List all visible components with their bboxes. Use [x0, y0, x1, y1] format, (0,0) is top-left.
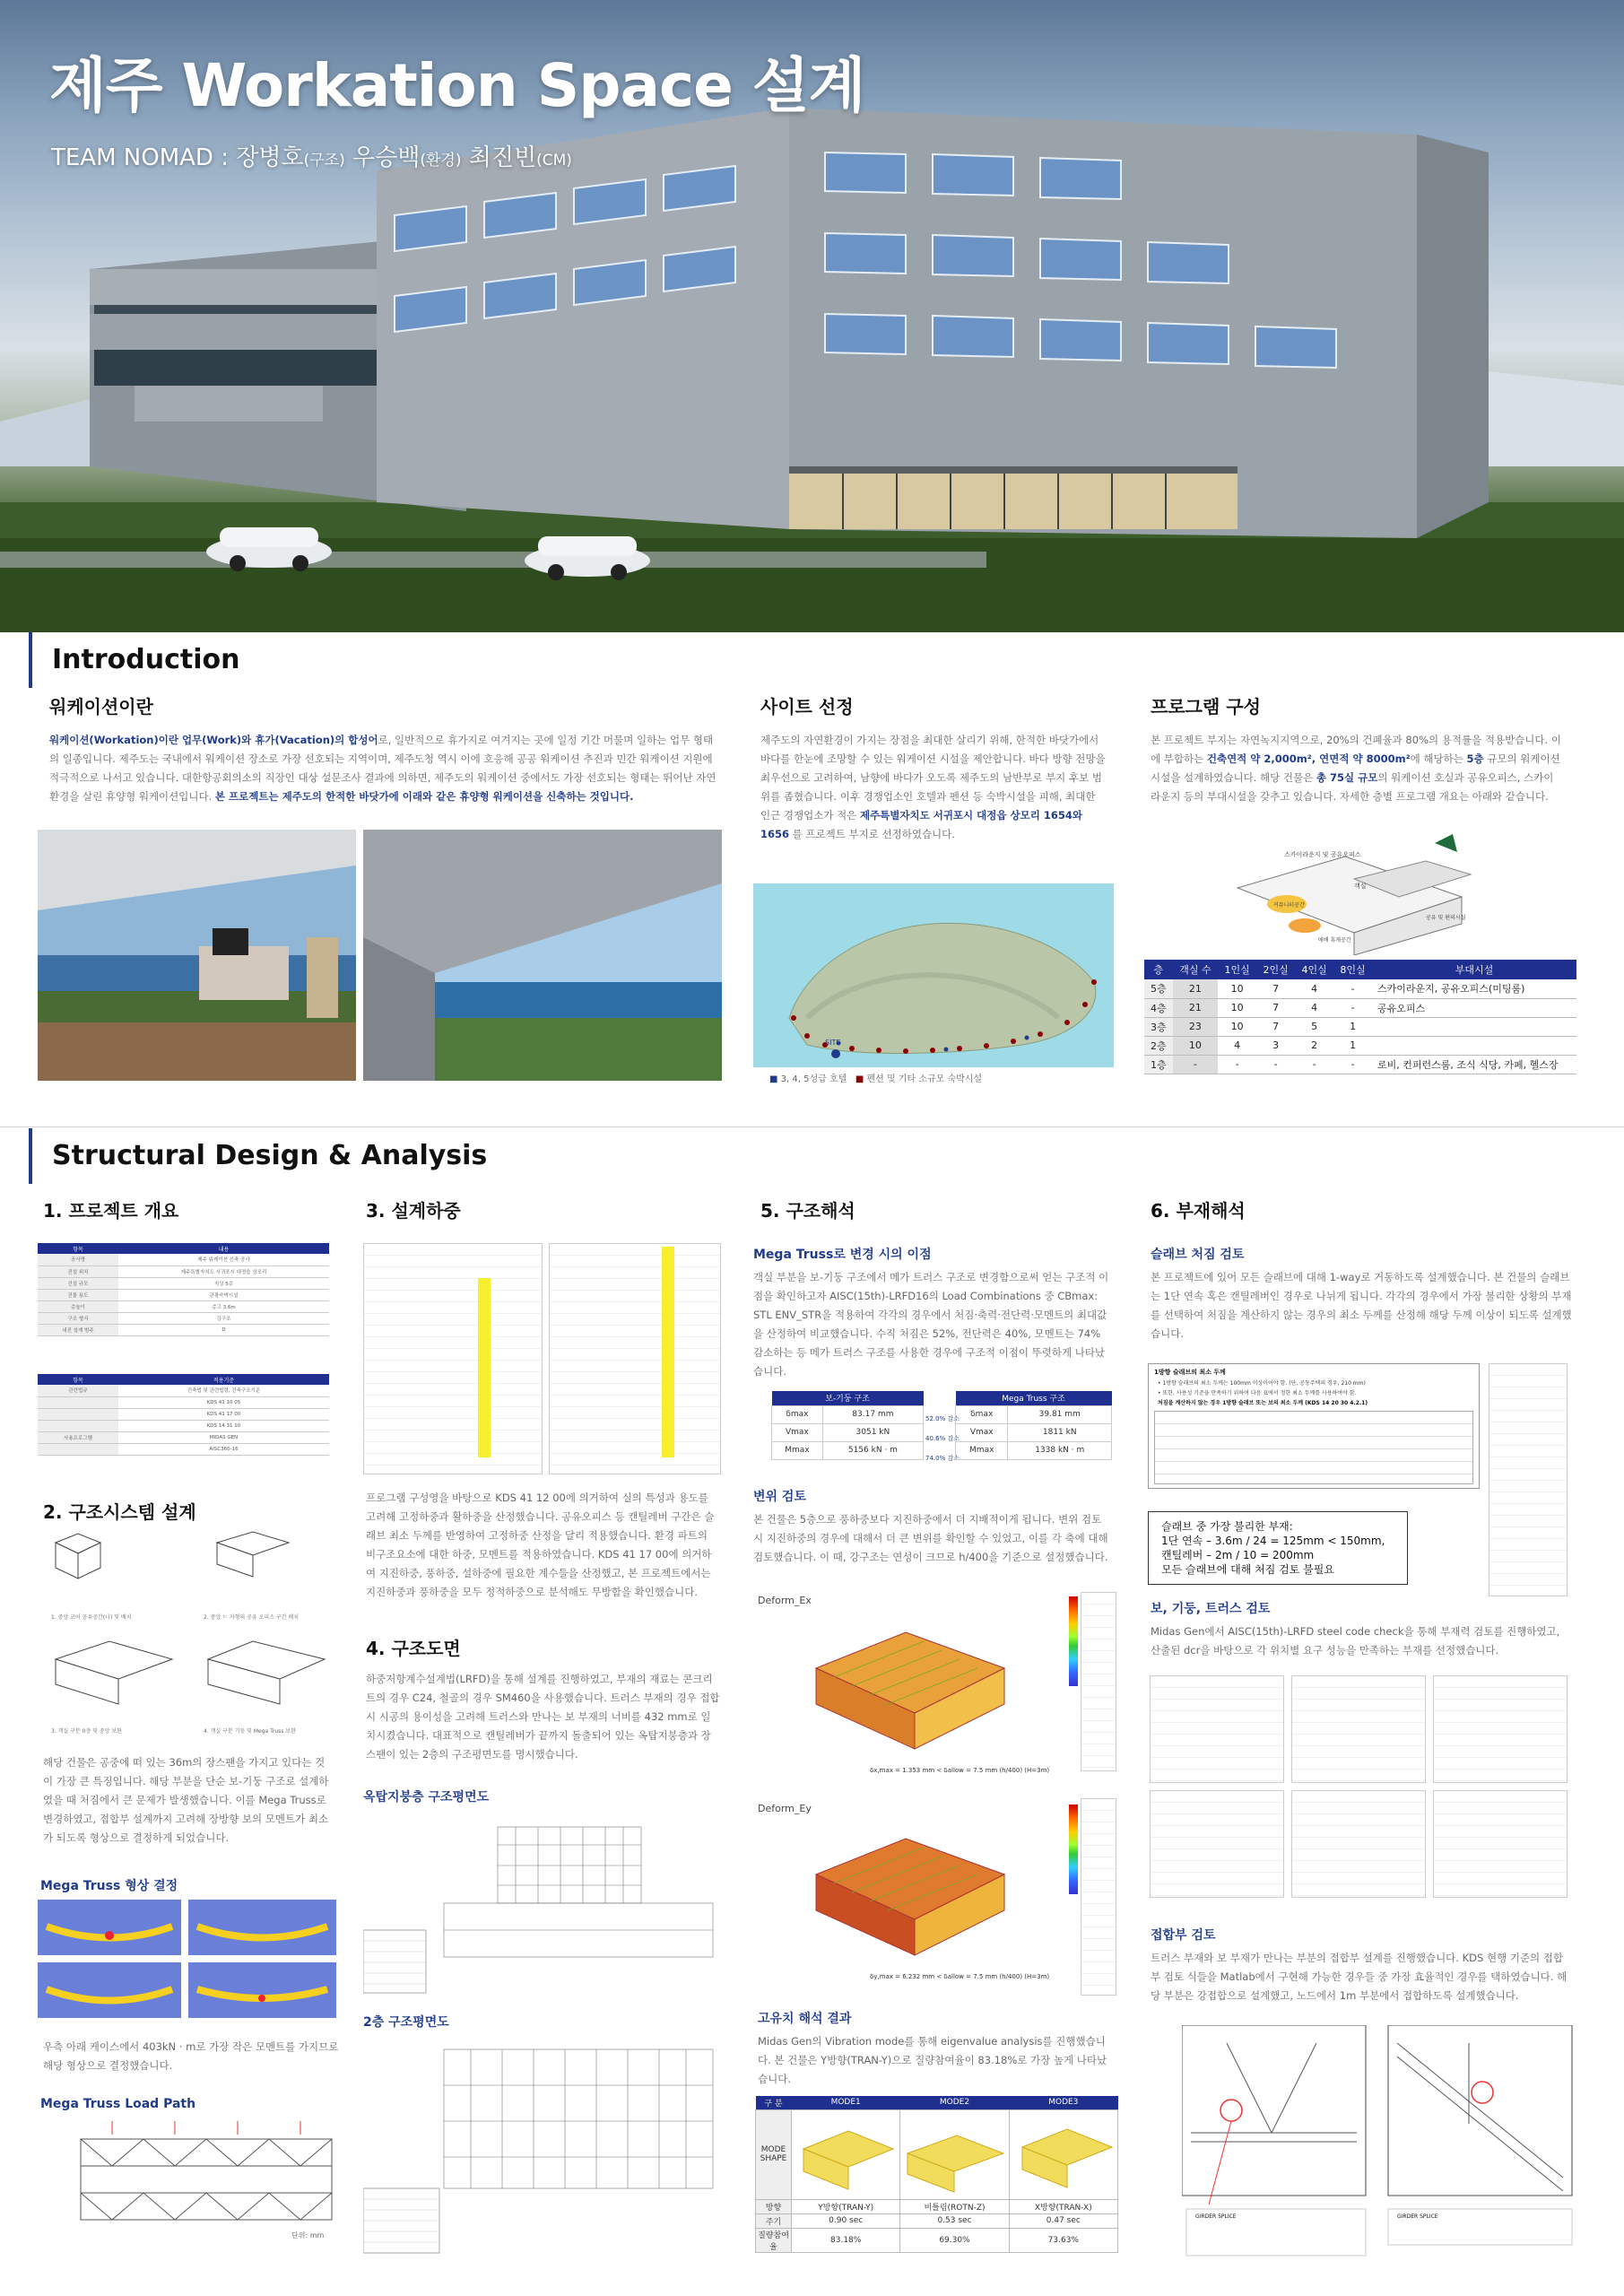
s4-text: 하중저항계수설계법(LRFD)을 통해 설계를 진행하였고, 부재의 재료는 콘크리트의 경우 C24, 철골의 경우 SM460을 사용했습니다. 트러스 부재의 경우 접합 시 시공의 용이성을 고려해 트러스와 만나는 보 부재의 너비를 432 mm로 일치시켰습니다. 대표적으로 캔틸레버가 끝까지 돌출되어 있는 옥탑지붕층과 장스팬이 있는 2층의 구조평면도를 명시했습니다. — [366, 1673, 720, 1761]
joint-label: GIRDER SPLICE — [1195, 2213, 1237, 2220]
table-cell: KDS 41 17 00 — [118, 1408, 329, 1420]
joint-title: 접합부 검토 — [1151, 1928, 1216, 1943]
table-cell: 10 — [1173, 1036, 1219, 1055]
displacement-title: 변위 검토 — [753, 1490, 806, 1504]
member-role: (CM) — [536, 152, 572, 170]
hero-banner — [0, 0, 1624, 632]
program-axonometric-diagram — [1220, 834, 1480, 955]
photo-cantilever-view — [363, 830, 722, 1081]
table-cell: 10 — [1218, 1017, 1256, 1036]
step-caption: 2. 중앙 ㄷ 자형의 공유 오피스 구간 배치 — [204, 1614, 300, 1621]
table-cell: 5층 — [1144, 979, 1173, 998]
table-header-cell: 8인실 — [1333, 960, 1372, 979]
table-cell: - — [1173, 1055, 1219, 1074]
beam-check-text: Midas Gen에서 AISC(15th)-LRFD steel code check을 통해 부재력 검토를 진행하였고, 산출된 dcr을 바탕으로 각 위치별 요구 성능을 만족하는 부재를 선정했습니다. — [1151, 1625, 1560, 1657]
plan2-title: 2층 구조평면도 — [363, 2015, 449, 2030]
table-row — [38, 1312, 329, 1324]
truss-shape-text: 우측 아래 케이스에서 403kN · m로 가장 작은 모멘트를 가지므로 해당 형상으로 결정했습니다. — [43, 2040, 339, 2072]
table-row — [38, 1324, 329, 1335]
table-cell: - — [1295, 1055, 1333, 1074]
table-row — [1144, 998, 1576, 1017]
program-text: 본 프로젝트 부지는 자연녹지지역으로, 20%의 건폐율과 80%의 용적률을 적용받습니다. 이에 부합하는 건축연적 약 2,000m², 연면적 약 8000m²에 해당하는 5층 규모의 워케이션 시설을 설계하였습니다. 해당 건물은 총 75실 규모의 워케이션 호실과 공유오피스, 스카이라운지 등의 부대시설을 갖추고 있습니다. 자세한 층별 프로그램 개요는 아래와 같습니다. — [1151, 734, 1561, 803]
legend-pension-label: 펜션 및 기타 소규모 숙박시설 — [866, 1074, 983, 1084]
diagram-label: 객실 — [1354, 883, 1367, 890]
truss-shape-contour-images — [38, 1900, 352, 2021]
s5-title: 5. 구조해석 — [760, 1200, 855, 1222]
table-row — [1144, 979, 1576, 998]
deform-y-model — [798, 1821, 1013, 1964]
table-cell: 7 — [1256, 979, 1295, 998]
table-cell: 층고 3.6m — [118, 1300, 329, 1312]
table-cell: 로비, 컨퍼런스룸, 조식 식당, 카페, 헬스장 — [1372, 1055, 1576, 1074]
table-row — [38, 1408, 329, 1420]
step-caption: 4. 객실 구분 기둥 및 Mega Truss 보완 — [204, 1728, 296, 1735]
plan1-title: 옥탑지붕층 구조평면도 — [363, 1790, 490, 1805]
table-cell: 건축법 및 관련법령, 건축구조기준 — [118, 1385, 329, 1396]
mode-results-table: 구 분 MODE1 MODE2 MODE3 MODE SHAPE 방향 Y방향(TRAN-Y) 비틀림(ROTN-Z) X방향(TRAN-X) 주기 0.90 sec 0.53 sec 0.47 sec 질량참여율 83.18% 69.30% 73.63% — [755, 2096, 1118, 2253]
deform-x-label: Deform_Ex — [758, 1595, 812, 1606]
table-cell: 관련법규 — [38, 1385, 118, 1396]
table-cell: 4 — [1295, 979, 1333, 998]
table-cell: 건설 규모 — [38, 1277, 118, 1289]
table-cell: - — [1333, 979, 1372, 998]
reduction-pct: 52.0% 감소 — [925, 1415, 960, 1422]
table-row — [38, 1431, 329, 1443]
table-row — [38, 1385, 329, 1396]
table-cell: 구조 형식 — [38, 1312, 118, 1324]
step-caption: 3. 객실 구분 0층 및 중앙 보완 — [51, 1728, 122, 1735]
table-cell: 스카이라운지, 공유오피스(미팅룸) — [1372, 979, 1576, 998]
load-calc-sheet-1 — [363, 1243, 543, 1474]
workation-text: 워케이션(Workation)이란 업무(Work)와 휴가(Vacation)의 합성어로, 일반적으로 휴가지로 여겨지는 곳에 일정 기간 머물며 일하는 업무 형태의 일종입니다. 제주도는 국내에서 워케이션 장소로 가장 선호되는 지역이며, 제주도청 역시 이에 호응해 공공 워케이션 추진과 민간 워케이션 지원에 적극적으로 나서고 있습니다. 대한항공회의소의 직장인 대상 설문조사 결과에 의하면, 제주도의 워케이션 중에서도 가장 선호되는 형태는 뛰어난 자연환경을 살린 휴양형 워케이션입니다. 본 프로젝트는 제주도의 한적한 바닷가에 이래와 같은 휴양형 워케이션을 신축하는 것입니다. — [49, 734, 716, 803]
table-row — [38, 1289, 329, 1300]
table-cell: 4 — [1218, 1036, 1256, 1055]
table-cell: AISC360-16 — [118, 1443, 329, 1455]
table-row — [1144, 1036, 1576, 1055]
workation-title: 워케이션이란 — [49, 696, 153, 718]
load-path-unit: 단위: mm — [291, 2231, 325, 2239]
reduction-pct: 40.6% 감소 — [925, 1435, 960, 1442]
table-cell: 2층 — [1144, 1036, 1173, 1055]
table-cell: KDS 41 10 05 — [118, 1396, 329, 1408]
table-cell: 공사명 — [38, 1254, 118, 1265]
displacement-text: 본 건물은 5층으로 풍하중보다 지진하중에서 더 지배적이게 됩니다. 변위 검토 시 지진하중의 경우에 대해서 더 큰 변위를 확인할 수 있었고, 이를 각 축에 대해 검토했습니다. 이 때, 강구조는 연성이 크므로 h/400을 기준으로 설정했습니다. — [753, 1513, 1108, 1563]
table-cell: 제주 워케이션 신축 공사 — [118, 1254, 329, 1265]
table-cell: 제주특별자치도 서귀포시 대정읍 상모리 — [118, 1265, 329, 1277]
team-label: TEAM NOMAD : — [51, 144, 237, 171]
table-header-cell: 2인실 — [1256, 960, 1295, 979]
page-title: 제주 Workation Space 설계 — [49, 51, 865, 120]
table-cell: - — [1333, 998, 1372, 1017]
truss-benefit-text: 객실 부분을 보-기둥 구조에서 메가 트러스 구조로 변경함으로써 얻는 구조적 이점을 확인하고자 AISC(15th)-LRFD16의 Load Combinations 중 CBmax: STL ENV_STR을 적용하여 각각의 경우에서 처짐·축력·전단력·모멘트의 최대값을 산정하여 비교했습니다. 수직 처짐은 52%, 전단력은 40%, 모멘트는 74% 감소하는 등 메가 트러스 구조를 사용한 경우에 구조적 이점이 뚜렷하게 나타났습니다. — [753, 1271, 1109, 1378]
step-caption: 1. 중앙 코어 공유공간(나) 및 배치 — [51, 1614, 132, 1621]
table-cell: 7 — [1256, 1017, 1295, 1036]
diagram-label: 스카이라운지 및 공유오피스 — [1284, 851, 1361, 858]
table-header-cell: 항목 — [38, 1374, 118, 1385]
section-divider — [0, 1126, 1624, 1127]
joint-text: 트러스 부재와 보 부재가 만나는 부분의 접합부 설계를 진행했습니다. KDS 현행 기준의 접합부 검토 식들을 Matlab에서 구현해 가능한 경우들 중 가장 효율적인 경우를 택하였습니다. 해당 부분은 강접합으로 설계했고, 노드에서 1m 부분에서 접합하도록 설계했습니다. — [1151, 1952, 1568, 2002]
table-cell: 건설 위치 — [38, 1265, 118, 1277]
table-row — [38, 1277, 329, 1289]
table-header-cell: 4인실 — [1295, 960, 1333, 979]
table-cell: - — [1256, 1055, 1295, 1074]
team-line — [51, 139, 572, 172]
beam-column-results: 보-기둥 구조 δmax 83.17 mm Vmax 3051 kN Mmax 5156 kN · m — [771, 1391, 924, 1460]
table-cell: 10 — [1218, 998, 1256, 1017]
table-cell: 지상 5층 — [118, 1277, 329, 1289]
member-name: 우승백 — [352, 144, 421, 171]
table-cell — [1372, 1036, 1576, 1055]
table-cell — [38, 1408, 118, 1420]
s2-text: 해당 건물은 공중에 떠 있는 36m의 장스팬을 가지고 있다는 것이 가장 큰 특징입니다. 해당 부분을 단순 보-기둥 구조로 설계하였을 때 처짐에서 큰 문제가 발생했습니다. 이를 Mega Truss로 변경하였고, 접합부 설계까지 고려해 장방향 보의 모멘트가 최소가 되도록 형상으로 결정하게 되었습니다. — [43, 1756, 329, 1844]
slab-min-thickness-table: 1방향 슬래브의 최소 두께 • 1방향 슬래브의 최소 두께는 100mm 이상이어야 함. (단, 공동주택의 경우, 210 mm) • 또한, 사용성 기준을 만족하기 위하여 다음 표에서 정한 최소 두께를 사용하여야 함. 처짐을 계산하지 않는 경우 1방향 슬래브 또는 보의 최소 두께 (KDS 14 20 30 4.2.1) — [1148, 1363, 1480, 1489]
s4-title: 4. 구조도면 — [366, 1638, 461, 1659]
table-header-cell: 부대시설 — [1372, 960, 1576, 979]
table-cell: - — [1333, 1055, 1372, 1074]
table-cell — [38, 1420, 118, 1431]
table-cell: 층높이 — [38, 1300, 118, 1312]
table-cell — [38, 1396, 118, 1408]
reduction-pct: 74.0% 감소 — [925, 1455, 960, 1462]
table-cell: 내진 설계 범주 — [38, 1324, 118, 1335]
table-cell: 관광숙박시설 — [118, 1289, 329, 1300]
table-header-cell: 항목 — [38, 1243, 118, 1254]
table-header-cell: 객실 수 — [1173, 960, 1219, 979]
diagram-label: 애배 휴게공간 — [1318, 937, 1351, 944]
mode3-shape — [1012, 2113, 1115, 2194]
deform-y-label: Deform_Ey — [758, 1803, 812, 1814]
deform-y-legend — [1069, 1805, 1078, 1894]
member-check-sheets — [1150, 1675, 1571, 1900]
table-row — [38, 1254, 329, 1265]
table-cell: KDS 14 31 10 — [118, 1420, 329, 1431]
diagram-label: 공유 및 편의시설 — [1426, 915, 1466, 921]
second-floor-structural-plan — [363, 2036, 717, 2256]
table-header-row — [1144, 960, 1576, 979]
s3-title: 3. 설계하중 — [366, 1200, 461, 1222]
diagram-label: 커뮤니티공간 — [1273, 902, 1305, 909]
slab-calc-sheet — [1489, 1363, 1568, 1596]
table-row — [1144, 1017, 1576, 1036]
table-cell: D — [118, 1324, 329, 1335]
table-cell: 2 — [1295, 1036, 1333, 1055]
table-cell: - — [1218, 1055, 1256, 1074]
cmp-left-header: 보-기둥 구조 — [772, 1391, 924, 1405]
deform-x-result: δx,max = 1.353 mm < δallow = 7.5 mm (h/400) (H=3m) — [870, 1767, 1050, 1774]
table-cell: 공유오피스 — [1372, 998, 1576, 1017]
load-path-title: Mega Truss Load Path — [40, 2097, 196, 2111]
table-cell: 1층 — [1144, 1055, 1173, 1074]
mode2-shape — [903, 2113, 1006, 2194]
load-path-diagram — [72, 2121, 341, 2247]
jeju-site-map — [753, 883, 1114, 1067]
table-cell: 건물 용도 — [38, 1289, 118, 1300]
slab-title: 슬래브 처짐 검토 — [1151, 1248, 1245, 1262]
legend-pension-marker: ■ — [855, 1074, 864, 1084]
site-title: 사이트 선정 — [760, 696, 854, 718]
eigen-text: Midas Gen의 Vibration mode를 통해 eigenvalue analysis를 진행했습니다. 본 건물은 Y방향(TRAN-Y)으로 질량참여율이 83.18%로 가장 높게 나타났습니다. — [758, 2035, 1107, 2085]
member-role: (환경) — [420, 152, 462, 170]
truss-benefit-title: Mega Truss로 변경 시의 이점 — [753, 1248, 932, 1262]
beam-check-title: 보, 기둥, 트러스 검토 — [1151, 1602, 1271, 1616]
legend-hotel-label: 3, 4, 5성급 호텔 — [780, 1074, 847, 1084]
structural-system-steps — [38, 1525, 334, 1758]
site-marker-label: SITE — [825, 1039, 841, 1047]
table-cell: 1 — [1333, 1036, 1372, 1055]
table-row — [38, 1396, 329, 1408]
table-row — [38, 1300, 329, 1312]
table-cell: 7 — [1256, 998, 1295, 1017]
slab-critical-note: 슬래브 중 가장 불리한 부재: 1단 연속 – 3.6m / 24 = 125mm < 150mm, 캔틸레버 – 2m / 10 = 200mm 모든 슬래브에 대해 처짐 검토 불필요 — [1148, 1511, 1408, 1585]
table-cell: 4층 — [1144, 998, 1173, 1017]
project-overview-table — [38, 1243, 329, 1336]
cmp-right-header: Mega Truss 구조 — [956, 1391, 1112, 1405]
deform-y-result: δy,max = 6.232 mm < δallow = 7.5 mm (h/400) (H=3m) — [870, 1973, 1050, 1980]
table-cell: 23 — [1173, 1017, 1219, 1036]
member-name: 장병호 — [236, 144, 304, 171]
deform-x-legend-values — [1081, 1592, 1116, 1771]
mode1-shape — [795, 2113, 898, 2194]
table-cell: 5 — [1295, 1017, 1333, 1036]
member-role: (구조) — [303, 152, 345, 170]
introduction-heading: Introduction — [29, 632, 239, 688]
slab-text: 본 프로젝트에 있어 모든 슬래브에 대해 1-way로 거동하도록 설계했습니다. 본 건물의 슬래브는 1단 연속 혹은 캔틸레버인 경우로 나뉘게 됩니다. 각각의 경우에서 가장 불리한 상황의 부재를 선택하여 처짐을 계산하지 않는 경우의 최소 두께를 산정해 해당 두께 이상이 되도록 설계했습니다. — [1151, 1271, 1572, 1340]
table-cell: 3층 — [1144, 1017, 1173, 1036]
program-title: 프로그램 구성 — [1151, 696, 1261, 718]
table-row — [38, 1420, 329, 1431]
table-header-cell: 적용기준 — [118, 1374, 329, 1385]
roof-structural-plan — [363, 1813, 717, 1997]
table-row — [38, 1443, 329, 1455]
table-cell — [1372, 1017, 1576, 1036]
table-cell: 3 — [1256, 1036, 1295, 1055]
floor-program-table — [1144, 960, 1576, 1074]
deform-x-model — [798, 1614, 1013, 1758]
joint-detail-drawings — [1182, 2025, 1576, 2258]
truss-shape-title: Mega Truss 형상 결정 — [40, 1879, 178, 1893]
load-calc-sheet-2 — [549, 1243, 721, 1474]
table-cell: 10 — [1218, 979, 1256, 998]
s6-title: 6. 부재해석 — [1151, 1200, 1246, 1222]
site-text: 제주도의 자연환경이 가지는 장점을 최대한 살리기 위해, 한적한 바닷가에서 바다를 한눈에 조망할 수 있는 워케이션 시설을 제안합니다. 바다 방향 전망을 최우선으로 고려하여, 남향에 바다가 오도록 제주도의 남반부로 부지 후보 범위를 좁혔습니다. 이후 경쟁업소인 호텔과 펜션 등 숙박시설을 피해, 최대한 인근 경쟁업소가 적은 제주특별자치도 서귀포시 대정읍 상모리 1654와 1656 를 프로젝트 부지로 선정하였습니다. — [760, 734, 1106, 840]
table-header-cell: 1인실 — [1218, 960, 1256, 979]
structural-heading: Structural Design & Analysis — [29, 1128, 487, 1184]
table-header-cell: 내용 — [118, 1243, 329, 1254]
table-cell: 21 — [1173, 979, 1219, 998]
table-cell: 사용프로그램 — [38, 1431, 118, 1443]
table-cell: MIDAS GEN — [118, 1431, 329, 1443]
map-legend — [769, 1071, 982, 1084]
table-cell: 1 — [1333, 1017, 1372, 1036]
table-cell: 21 — [1173, 998, 1219, 1017]
deform-y-legend-values — [1081, 1798, 1116, 1996]
table-header-cell: 층 — [1144, 960, 1173, 979]
deform-x-legend — [1069, 1596, 1078, 1686]
s3-text: 프로그램 구성영을 바탕으로 KDS 41 12 00에 의거하여 실의 특성과 용도를 고려해 고정하중과 활하중을 산정했습니다. 공유오피스 등 캔틸레버 구간은 슬래브 최소 두께를 반영하여 고정하중 산정을 달리 적용했습니다. 환경 파트의 비구조요소에 대한 하중, 모멘트를 적용하였습니다. KDS 41 17 00에 의거하여 지진하중, 풍하중, 설하중에 필요한 계수들을 산정했고, 본 프로젝트에서는 지진하중과 풍하중을 모두 정적하중으로 분석해도 무방함을 확인했습니다. — [366, 1492, 715, 1598]
table-row — [38, 1265, 329, 1277]
member-name: 최진빈 — [468, 144, 537, 171]
mega-truss-results: Mega Truss 구조 δmax 39.81 mm Vmax 1811 kN Mmax 1338 kN · m — [955, 1391, 1112, 1460]
s2-title: 2. 구조시스템 설계 — [43, 1501, 196, 1523]
joint-label: GIRDER SPLICE — [1397, 2213, 1438, 2220]
table-row — [1144, 1055, 1576, 1074]
code-standards-table — [38, 1374, 329, 1456]
eigen-title: 고유치 해석 결과 — [758, 2012, 852, 2026]
s1-title: 1. 프로젝트 개요 — [43, 1200, 179, 1222]
table-cell: 강구조 — [118, 1312, 329, 1324]
table-cell — [38, 1443, 118, 1455]
photo-terrace-desk — [38, 830, 356, 1081]
legend-hotel-marker: ■ — [769, 1074, 778, 1084]
table-cell: 4 — [1295, 998, 1333, 1017]
